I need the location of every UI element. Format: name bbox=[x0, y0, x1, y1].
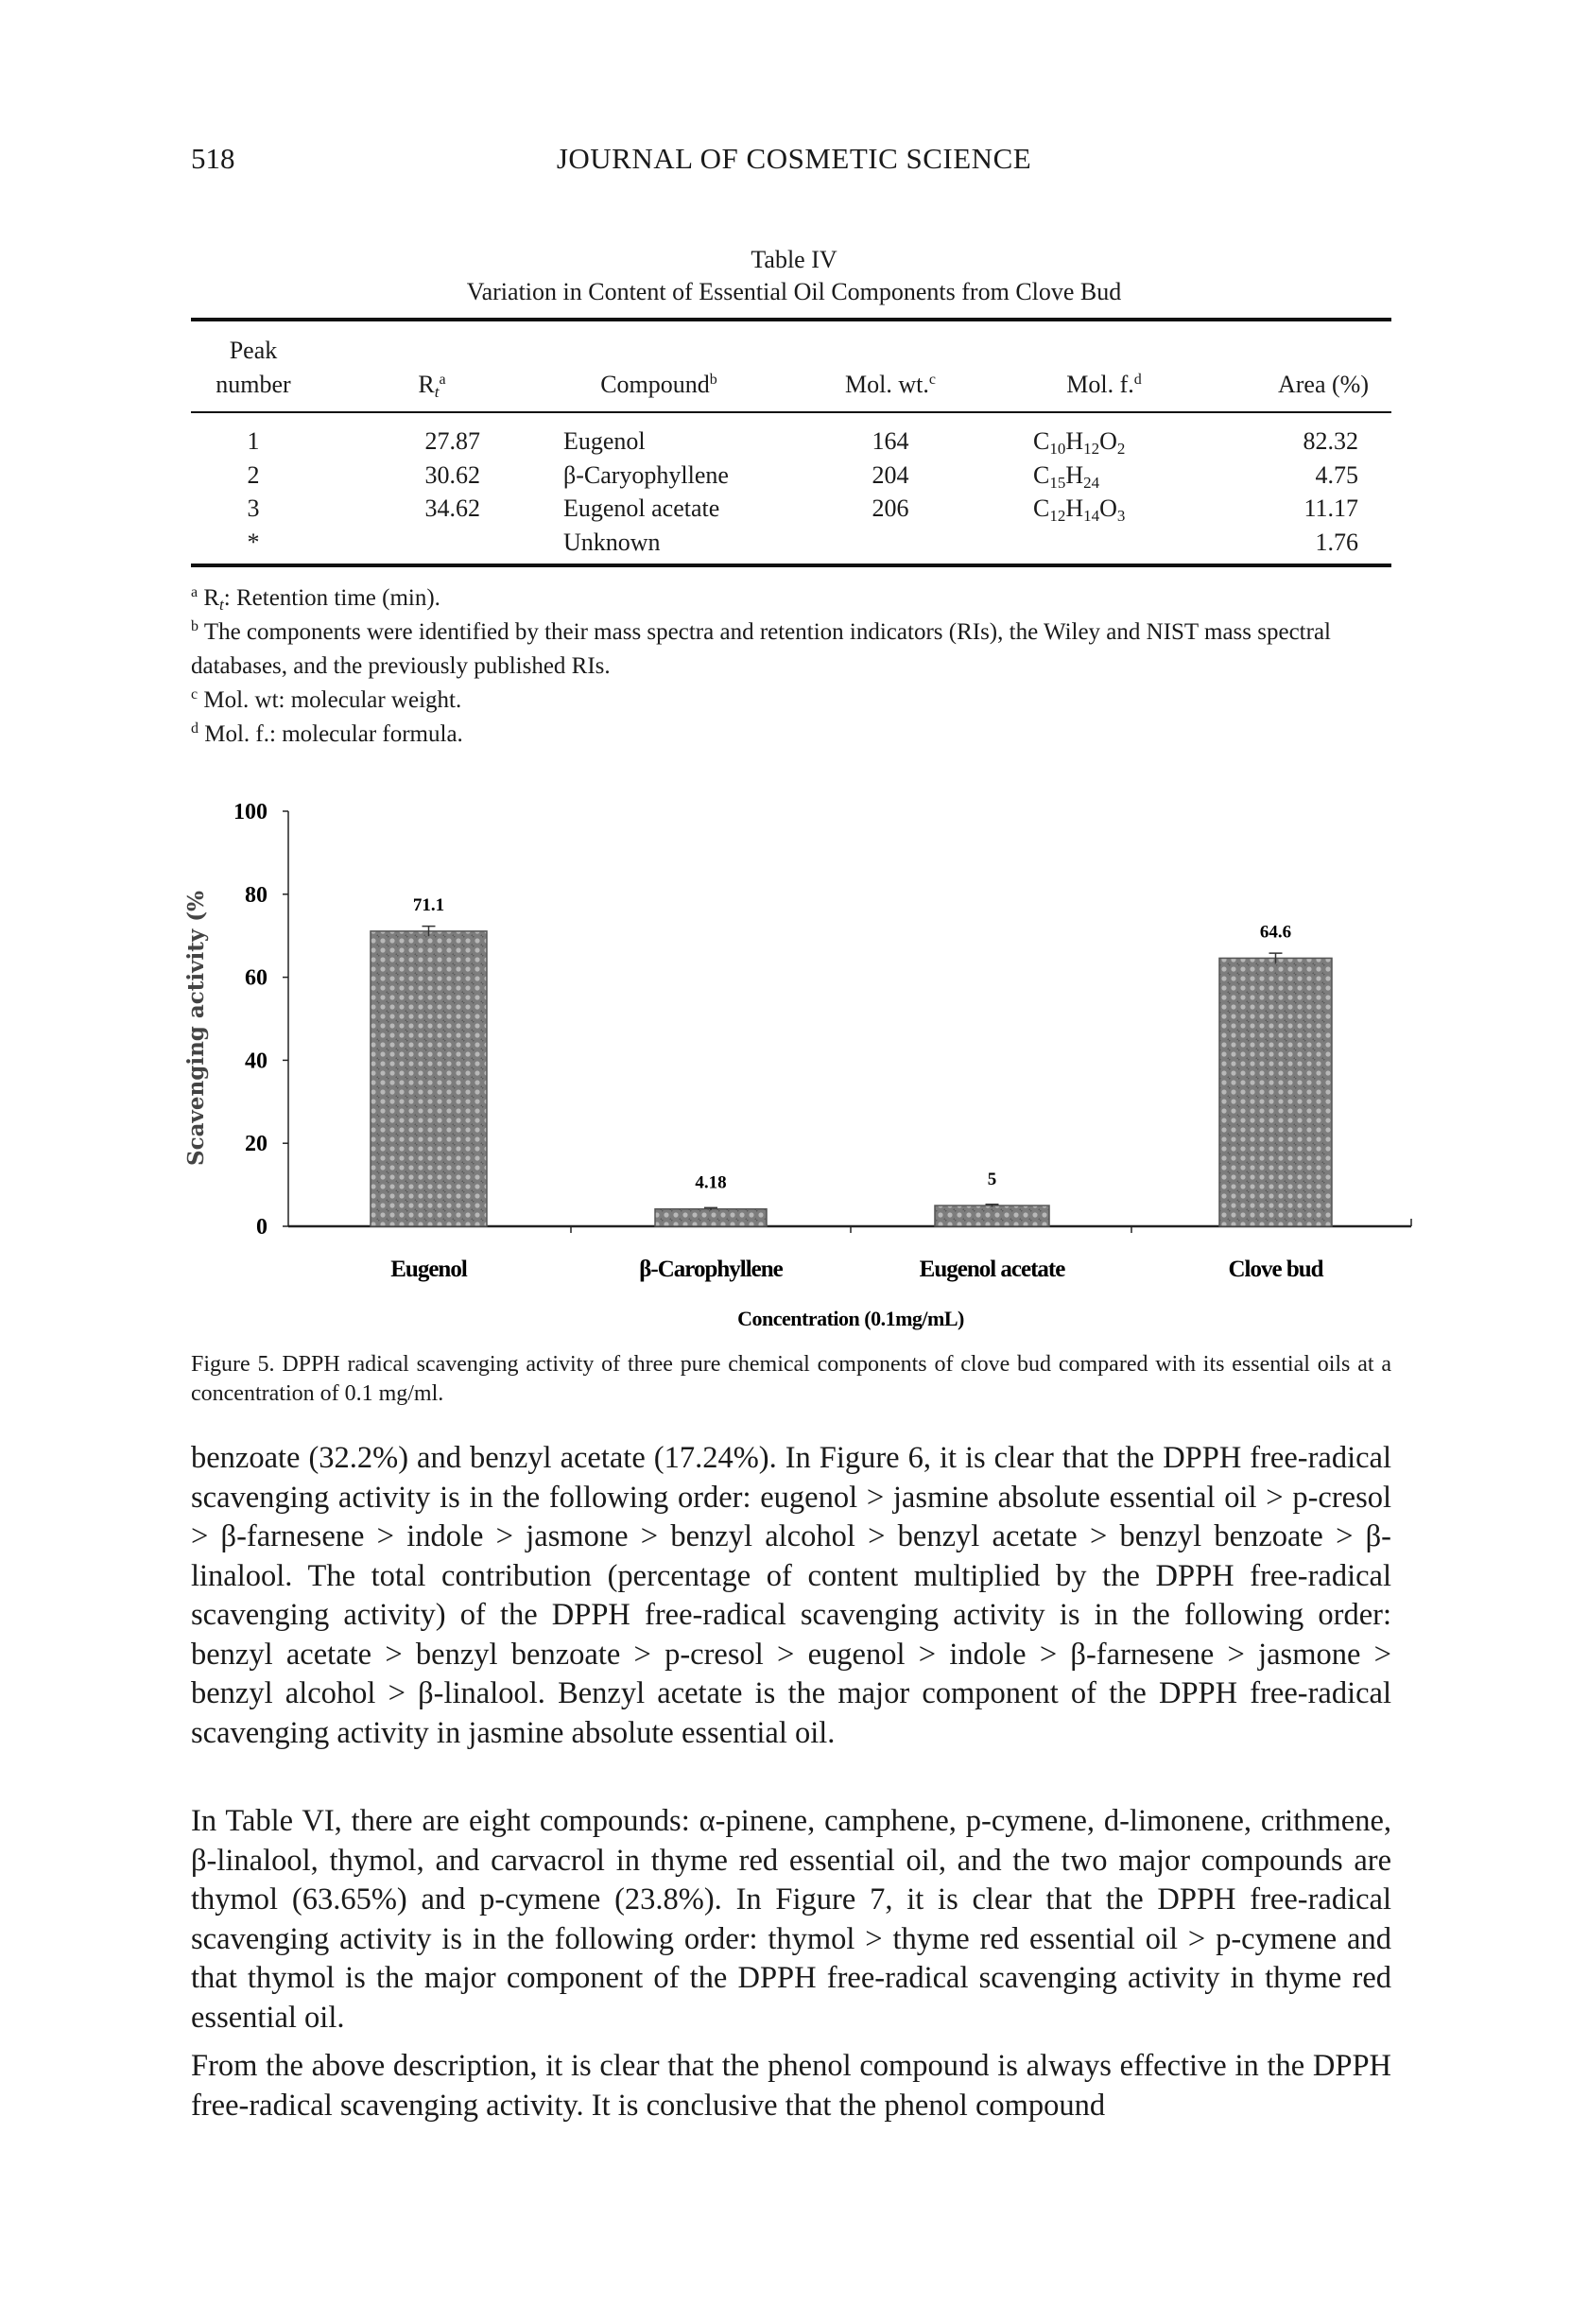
cell-molwt: 206 bbox=[872, 494, 909, 522]
cell-formula bbox=[1033, 461, 1099, 490]
bar-chart bbox=[0, 775, 1588, 1343]
footnote-text: The components were identified by their mass spectra and retention indicators (RIs), the Wiley and NIST mass spectral databases, and the previously published RIs. bbox=[191, 619, 1331, 679]
col-header-peak-2: number bbox=[216, 371, 291, 398]
paragraph-2 bbox=[191, 1802, 1391, 2038]
cell-rt: 34.62 bbox=[424, 494, 480, 522]
category-label: Clove bud bbox=[1228, 1257, 1323, 1282]
data-label: 64.6 bbox=[1259, 922, 1292, 943]
cell-compound: Eugenol bbox=[563, 427, 646, 455]
formula-element: O bbox=[1099, 494, 1117, 522]
compound-sup: b bbox=[709, 372, 717, 388]
compound-label: Compound bbox=[600, 371, 710, 398]
paragraph-1 bbox=[191, 1439, 1391, 1753]
col-header-molwt bbox=[845, 371, 936, 399]
data-label: 4.18 bbox=[695, 1172, 727, 1193]
y-tick-label: 80 bbox=[245, 882, 268, 908]
cell-compound: Eugenol acetate bbox=[563, 494, 720, 522]
formula-element: H bbox=[1065, 494, 1084, 522]
cell-compound: Unknown bbox=[563, 529, 661, 556]
col-header-area: Area (%) bbox=[1278, 371, 1369, 398]
cell-rt: 30.62 bbox=[424, 461, 480, 489]
formula-element: C bbox=[1033, 461, 1050, 489]
footnote-text: Mol. wt: molecular weight. bbox=[203, 687, 462, 713]
cell-rt: 27.87 bbox=[424, 427, 480, 455]
footnote-text: Mol. f.: molecular formula. bbox=[204, 721, 463, 747]
paragraph-text: In Table VI, there are eight compounds: α-pinene, camphene, p-cymene, d-limonene, crithmene, β-linalool, thymol, and carvacrol in thyme red essential oil, and the two major compounds are thymol (63.65%) and p-cymene (23.8%). In Figure 7, it is clear that the DPPH free-radical scavenging activity is in the following order: thymol > thyme red essential oil > p-cymene and that thymol is the major component of the DPPH free-radical scavenging activity in thyme red essential oil. bbox=[191, 1804, 1391, 2035]
y-tick-label: 20 bbox=[245, 1132, 268, 1157]
cell-area: 4.75 bbox=[1315, 461, 1358, 489]
data-label: 5 bbox=[987, 1170, 997, 1190]
formula-count: 10 bbox=[1049, 440, 1066, 458]
cell-peak: * bbox=[247, 529, 260, 556]
formula-element: H bbox=[1065, 427, 1084, 455]
footnote-b bbox=[191, 616, 1391, 684]
col-header-rt bbox=[418, 371, 445, 399]
molwt-sup: c bbox=[928, 372, 936, 388]
page-number: 518 bbox=[191, 142, 235, 175]
paragraph-text: benzoate (32.2%) and benzyl acetate (17.24%). In Figure 6, it is clear that the DPPH free-radical scavenging activity is in the following order: eugenol > jasmine absolute essential oil > p-cresol > β-farnesene > indole > jasmone > benzyl alcohol > benzyl acetate > benzyl benzoate > β-linalool. The total contribution (percentage of content multiplied by the DPPH free-radical scavenging activity) of the DPPH free-radical scavenging activity is in the following order: benzyl acetate > benzyl benzoate > p-cresol > eugenol > indole > β-farnesene > jasmone > benzyl alcohol > β-linalool. Benzyl acetate is the major component of the DPPH free-radical scavenging activity in jasmine absolute essential oil. bbox=[191, 1441, 1391, 1750]
formula-count: 12 bbox=[1049, 507, 1066, 525]
formula-count: 24 bbox=[1083, 474, 1100, 492]
footnote-mark: b bbox=[191, 618, 198, 634]
paragraph-text: From the above description, it is clear that the phenol compound is always effective in the DPPH free-radical scavenging activity. It is conclusive that the phenol compound bbox=[191, 2049, 1391, 2123]
formula-element: O bbox=[1099, 427, 1117, 455]
cell-peak: 2 bbox=[247, 461, 260, 489]
table-subtitle: Variation in Content of Essential Oil Components from Clove Bud bbox=[466, 278, 1122, 305]
formula-count: 14 bbox=[1083, 507, 1100, 525]
formula-element: C bbox=[1033, 494, 1050, 522]
y-tick-label: 100 bbox=[233, 800, 268, 824]
cell-area: 1.76 bbox=[1315, 529, 1358, 556]
footnote-c bbox=[191, 684, 1391, 718]
category-label: Eugenol bbox=[390, 1257, 467, 1282]
formula-element: C bbox=[1033, 427, 1050, 455]
paragraph-3 bbox=[191, 2047, 1391, 2125]
formula-count: 12 bbox=[1083, 440, 1100, 458]
y-axis-label: Scavenging activity (% bbox=[183, 891, 209, 1166]
col-header-peak-1: Peak bbox=[229, 337, 278, 364]
cell-molwt: 164 bbox=[872, 427, 909, 455]
formula-count: 2 bbox=[1116, 440, 1126, 458]
category-label: Eugenol acetate bbox=[919, 1257, 1065, 1282]
col-header-compound bbox=[600, 371, 717, 399]
caption-label: Figure 5. bbox=[191, 1352, 275, 1377]
table-bottom-rule bbox=[191, 564, 1391, 567]
figure-caption bbox=[191, 1350, 1391, 1409]
rt-label: R bbox=[418, 371, 435, 398]
cell-formula bbox=[1033, 427, 1125, 456]
molf-label: Mol. f. bbox=[1066, 371, 1134, 398]
cell-peak: 1 bbox=[247, 427, 260, 455]
cell-area: 11.17 bbox=[1303, 494, 1358, 522]
y-tick-label: 60 bbox=[245, 965, 268, 991]
y-tick-label: 0 bbox=[256, 1215, 268, 1240]
table-top-rule bbox=[191, 318, 1391, 321]
table-title: Table IV bbox=[751, 246, 837, 273]
data-label: 71.1 bbox=[412, 894, 445, 915]
molwt-label: Mol. wt. bbox=[845, 371, 929, 398]
col-header-molf bbox=[1066, 371, 1142, 399]
formula-element: H bbox=[1065, 461, 1084, 489]
cell-area: 82.32 bbox=[1303, 427, 1358, 455]
bar-clove-bud bbox=[1219, 958, 1332, 1226]
footnote-mark: c bbox=[191, 686, 198, 702]
footnote-a: $^a$ $R_t$: Retention time (min). bbox=[191, 584, 440, 614]
journal-title: JOURNAL OF COSMETIC SCIENCE bbox=[556, 142, 1032, 175]
bar-eugenol bbox=[371, 931, 487, 1226]
formula-count: 15 bbox=[1049, 474, 1066, 492]
caption-text: DPPH radical scavenging activity of three pure chemical components of clove bud compared with its essential oils at a concentration of 0.1 mg/ml. bbox=[191, 1352, 1392, 1406]
cell-formula bbox=[1033, 494, 1125, 523]
y-tick-label: 40 bbox=[245, 1049, 268, 1074]
rt-sub: t bbox=[434, 383, 440, 401]
cell-compound: β-Caryophyllene bbox=[563, 461, 729, 489]
category-label: β-Carophyllene bbox=[639, 1257, 783, 1282]
footnote-d bbox=[191, 718, 1391, 752]
formula-count: 3 bbox=[1116, 507, 1126, 525]
table-header-rule bbox=[191, 411, 1391, 413]
x-axis-label: Concentration (0.1mg/mL) bbox=[737, 1307, 964, 1330]
cell-molwt: 204 bbox=[872, 461, 909, 489]
footnote-mark: d bbox=[191, 720, 198, 737]
rt-sup: a bbox=[439, 372, 446, 388]
footnote-text: : Retention time (min). bbox=[223, 585, 440, 611]
footnote-mark: a bbox=[191, 584, 198, 600]
bar-eugenol-acetate bbox=[935, 1205, 1049, 1226]
rt-sub: t bbox=[219, 596, 224, 614]
molf-sup: d bbox=[1133, 372, 1142, 388]
bar--carophyllene bbox=[655, 1209, 767, 1226]
cell-peak: 3 bbox=[247, 494, 260, 522]
